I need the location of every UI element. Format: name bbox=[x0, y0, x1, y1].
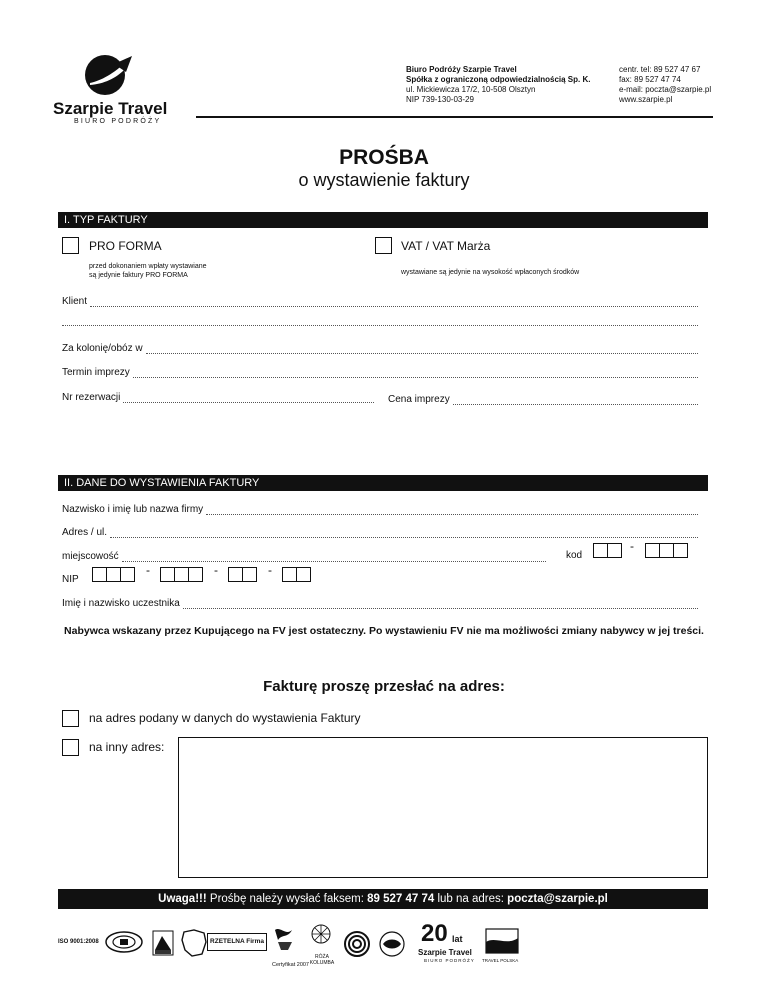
company-line: ul. Mickiewicza 17/2, 10-508 Olsztyn bbox=[406, 85, 536, 94]
logo-icon bbox=[80, 50, 136, 96]
proforma-note-line: są jedynie faktury PRO FORMA bbox=[89, 272, 188, 279]
spiral-logo-icon bbox=[343, 930, 371, 958]
anniversary-sub: BIURO PODRÓŻY bbox=[424, 958, 475, 963]
footer-email: poczta@szarpie.pl bbox=[507, 893, 608, 905]
certificate-label: Certyfikat 2007 bbox=[272, 962, 309, 968]
contact-info bbox=[619, 65, 711, 105]
section-heading-typ-faktury: I. TYP FAKTURY bbox=[58, 212, 708, 228]
vat-checkbox[interactable] bbox=[375, 237, 392, 254]
footer-text-2: lub na adres: bbox=[434, 893, 508, 905]
footer-fax: 89 527 47 74 bbox=[367, 893, 435, 905]
emblem-logo-icon bbox=[375, 930, 409, 958]
termin-field[interactable] bbox=[62, 366, 698, 378]
miejscowosc-field[interactable] bbox=[62, 550, 546, 562]
footer-uwaga: Uwaga!!! bbox=[158, 893, 207, 905]
header-divider bbox=[196, 116, 713, 118]
brand-subtitle: BIURO PODRÓŻY bbox=[74, 118, 162, 125]
adres-label: Adres / ul. bbox=[62, 527, 108, 538]
proforma-label: PRO FORMA bbox=[89, 239, 162, 253]
nip-label: NIP bbox=[62, 574, 79, 585]
nip-part2-boxes[interactable] bbox=[160, 567, 202, 582]
travel-polska-label: TRAVEL POLSKA bbox=[482, 958, 519, 963]
cena-field[interactable] bbox=[388, 393, 698, 405]
other-address-textbox[interactable] bbox=[178, 737, 708, 878]
footer-notice bbox=[58, 889, 708, 909]
rzetelna-badge: RZETELNA Firma bbox=[207, 933, 267, 951]
kod-label: kod bbox=[566, 550, 583, 561]
kolonia-field[interactable] bbox=[62, 342, 698, 354]
contact-line: centr. tel: 89 527 47 67 bbox=[619, 65, 701, 74]
tourism-logo-icon bbox=[152, 930, 174, 956]
company-line: NIP 739-130-03-29 bbox=[406, 95, 474, 104]
footer-text-1: Prośbę należy wysłać faksem: bbox=[206, 893, 368, 905]
page-title: PROŚBA bbox=[339, 146, 429, 169]
kod-part2-boxes[interactable] bbox=[645, 543, 687, 558]
miejscowosc-label: miejscowość bbox=[62, 551, 119, 562]
page-subtitle: o wystawienie faktury bbox=[298, 170, 470, 190]
anniversary-word: lat bbox=[452, 934, 463, 944]
anniversary-brand: Szarpie Travel bbox=[418, 948, 472, 957]
proforma-note-line: przed dokonaniem wpłaty wystawiane bbox=[89, 263, 207, 270]
brand-name: Szarpie Travel bbox=[53, 99, 168, 118]
same-address-label: na adres podany w danych do wystawienia Faktury bbox=[89, 711, 361, 725]
vat-note: wystawiane są jedynie na wysokość wpłaconych środków bbox=[401, 269, 580, 276]
cena-label: Cena imprezy bbox=[388, 394, 450, 405]
nip-part4-boxes[interactable] bbox=[282, 567, 310, 582]
nazwisko-label: Nazwisko i imię lub nazwa firmy bbox=[62, 504, 204, 515]
nip-dash-3: - bbox=[268, 563, 272, 577]
vat-label: VAT / VAT Marża bbox=[401, 239, 491, 253]
iso-label: ISO 9001:2008 bbox=[58, 939, 99, 945]
rezerwacja-field[interactable] bbox=[62, 391, 374, 403]
company-info bbox=[406, 65, 590, 105]
roza-kolumba-icon bbox=[306, 922, 336, 952]
nip-part1-boxes[interactable] bbox=[92, 567, 134, 582]
kod-dash: - bbox=[630, 539, 634, 553]
other-address-label: na inny adres: bbox=[89, 740, 165, 754]
nip-dash-2: - bbox=[214, 563, 218, 577]
buyer-notice: Nabywca wskazany przez Kupującego na FV jest ostateczny. Po wystawieniu FV nie ma możliwości zmiany nabywcy w jej treści. bbox=[64, 625, 704, 637]
contact-line: fax: 89 527 47 74 bbox=[619, 75, 681, 84]
klient-field[interactable] bbox=[62, 295, 698, 307]
uczestnik-label: Imię i nazwisko uczestnika bbox=[62, 598, 180, 609]
kolonia-label: Za kolonię/obóz w bbox=[62, 343, 143, 354]
travel-polska-icon bbox=[485, 928, 519, 954]
proforma-note bbox=[89, 262, 207, 280]
wiarygodni-logo-icon bbox=[272, 924, 298, 954]
send-address-title: Fakturę proszę przesłać na adres: bbox=[263, 678, 505, 695]
contact-line: e-mail: poczta@szarpie.pl bbox=[619, 85, 712, 94]
klient-label: Klient bbox=[62, 296, 88, 307]
section-heading-dane: II. DANE DO WYSTAWIENIA FAKTURY bbox=[58, 475, 708, 491]
nip-dash-1: - bbox=[146, 563, 150, 577]
uczestnik-field[interactable] bbox=[62, 597, 698, 609]
contact-line: www.szarpie.pl bbox=[619, 95, 673, 104]
company-line: Spółka z ograniczoną odpowiedzialnością Sp. K. bbox=[406, 75, 591, 84]
other-address-checkbox[interactable] bbox=[62, 739, 79, 756]
anniversary-number: 20 bbox=[421, 920, 448, 947]
poland-map-icon bbox=[180, 928, 208, 958]
rezerwacja-label: Nr rezerwacji bbox=[62, 392, 121, 403]
klient-second-line[interactable] bbox=[62, 324, 698, 326]
nip-part3-boxes[interactable] bbox=[228, 567, 256, 582]
termin-label: Termin imprezy bbox=[62, 367, 130, 378]
pit-logo-icon bbox=[104, 930, 144, 954]
adres-field[interactable] bbox=[62, 526, 698, 538]
nazwisko-field[interactable] bbox=[62, 503, 698, 515]
proforma-checkbox[interactable] bbox=[62, 237, 79, 254]
company-line: Biuro Podróży Szarpie Travel bbox=[406, 65, 517, 74]
kod-part1-boxes[interactable] bbox=[593, 543, 621, 558]
same-address-checkbox[interactable] bbox=[62, 710, 79, 727]
roza-kolumba-label: RÓŻA KOLUMBA bbox=[309, 954, 335, 966]
